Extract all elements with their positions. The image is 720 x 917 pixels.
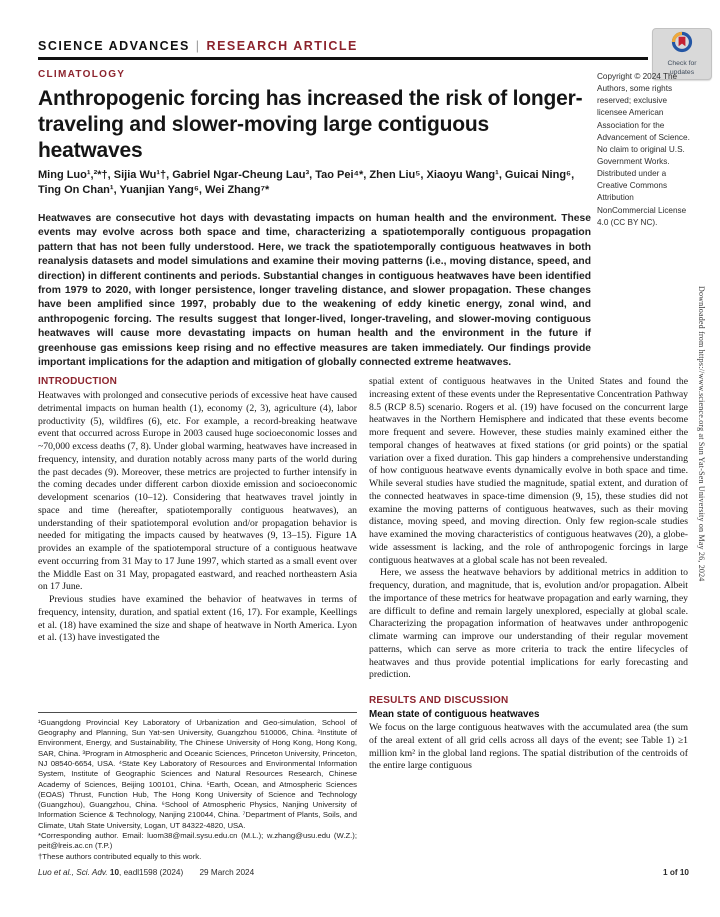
- introduction-paragraph: Previous studies have examined the behavior of heatwaves in terms of frequency, intensity, duration, and spatial extent (16, 17). For example, Keellings et al. (18) have examined the size and shape of heatwave in North America. Lyon et al. (13) have investigated the: [38, 594, 357, 644]
- abstract-text: Heatwaves are consecutive hot days with devastating impacts on human health and the environment. These events may evolve across both space and time, characterizing a spatiotemporally contiguous propagation pattern that has not been fully understood. Here, we track the spatiotemporally contiguous heatwaves in both reanalysis datasets and model simulations and examine their moving patterns (i.e., moving distance, speed, and direction) in different continents and periods. Substantial changes in contiguous heatwaves have been identified from 1979 to 2020, with longer persistence, longer traveling distance, and slower propagation. These changes have been amplified since 1997, probably due to the weakening of eddy kinetic energy, zonal wind, and anthropogenic forcing. The results suggest that longer-lived, longer-traveling, and slower-moving contiguous heatwaves will cause more devastating impacts on human health and the environment in the future if greenhouse gas emissions keep rising and no effective measures are taken immediately. Our findings provide important implications for the adaption and mitigation of globally connected extreme heatwaves.: [38, 213, 591, 369]
- footnote-block: [38, 712, 357, 862]
- check-for-updates-label: Check for updates: [667, 60, 697, 76]
- citation-volume: 10: [109, 868, 120, 877]
- page-footer: [38, 868, 689, 877]
- page-number: 1 of 10: [663, 868, 689, 877]
- left-column: [38, 376, 357, 862]
- right-column: [369, 376, 688, 862]
- results-subheading: Mean state of contiguous heatwaves: [369, 709, 540, 720]
- author-list: Ming Luo¹,²*†, Sijia Wu¹†, Gabriel Ngar-Cheung Lau³, Tao Pei⁴*, Zhen Liu⁵, Xiaoyu Wang¹, Guicai Ning⁶, Ting On Chan¹, Yuanjian Yang⁶, Wei Zhang⁷*: [38, 169, 575, 197]
- results-heading: RESULTS AND DISCUSSION: [369, 695, 509, 706]
- journal-name: SCIENCE ADVANCES: [38, 39, 190, 53]
- download-notice: Downloaded from https://www.science.org at Sun Yat-Sen University on May 26, 2024: [697, 286, 706, 582]
- introduction-paragraph: Heatwaves with prolonged and consecutive periods of excessive heat have caused detrimental impacts on human health (1), economy (2, 3), agriculture (4), labor productivity (5), wildfires (6), etc. For example, a record-breaking heatwave event that occurred across Europe in 2003 caused huge socioeconomic losses and ~70,000 excess deaths (7, 8). Under global warming, heatwaves have increased in frequency, intensity, and duration notably across many parts of the world during the past decades (9). Moreover, these metrics are projected to further intensify in the coming decades under different carbon dioxide emission and socioeconomic development scenarios (10–12). Considering that heatwaves travel jointly in space and time (hereafter, spatiotemporally contiguous heatwaves), an understanding of their spatiotemporal evolution and/or propagation behavior is needed for mitigating the impacts caused by heatwaves (9, 13–15). Figure 1A provides an example of the spatiotemporal structure of a contiguous heatwave event occurring from 31 May to 17 June 1997, which started as a small event over the Middle East on 31 May, propagated eastward, and reached northeastern Asia on 17 June.: [38, 390, 357, 593]
- affiliations-footnote: ¹Guangdong Provincial Key Laboratory of Urbanization and Geo-simulation, School of Geography and Planning, Sun Yat-sen University, Guangzhou 510006, China. ²Institute of Environment, Energy, and Sustainability, The Chinese University of Hong Kong, Hong Kong, SAR, China. ³Program in Atmospheric and Oceanic Sciences, Princeton University, Princeton, NJ 08540-6654, USA. ⁴State Key Laboratory of Resources and Environmental Information System, Institute of Geographic Sciences and Natural Resources Research, Chinese Academy of Sciences, Beijing 100101, China. ⁵Earth, Ocean, and Atmospheric Sciences (EOAS) Thrust, Function Hub, The Hong Kong University of Science and Technology (Guangzhou), Guangzhou, China. ⁶School of Atmospheric Physics, Nanjing University of Information Science & Technology, Nanjing 210044, China. ⁷Department of Plants, Soils, and Climate, Utah State University, Logan, UT 84322-4820, USA.: [38, 717, 357, 830]
- article-type-label: RESEARCH ARTICLE: [206, 39, 358, 53]
- masthead-separator: |: [195, 39, 201, 53]
- corresponding-author-footnote: *Corresponding author. Email: luom38@mail.sysu.edu.cn (M.L.); w.zhang@usu.edu (W.Z.); peit@lreis.ac.cn (T.P.): [38, 831, 357, 851]
- results-section: [369, 695, 688, 773]
- crossmark-icon: [671, 31, 693, 58]
- citation-id: , eadl1598 (2024): [119, 868, 184, 877]
- citation-line: [38, 868, 254, 877]
- introduction-heading: INTRODUCTION: [38, 376, 118, 387]
- copyright-notice: Copyright © 2024 The Authors, some rights reserved; exclusive licensee American Association for the Advancement of Science. No claim to original U.S. Government Works. Distributed under a Creative Commons Attribution NonCommercial License 4.0 (CC BY NC).: [597, 72, 690, 227]
- results-paragraph: We focus on the large contiguous heatwaves with the accumulated area (the sum of the areal extent of all grid cells across all days of the event; see Table 1) ≥1 million km² in the global land regions. The spatial distribution of the centroids of the entire large contiguous: [369, 722, 688, 772]
- equal-contribution-footnote: †These authors contributed equally to this work.: [38, 851, 202, 861]
- body-paragraph: Here, we assess the heatwave behaviors by additional metrics in addition to frequency, duration, and magnitude, that is, evolution and/or propagation. Albeit the importance of these metrics for heatwave propagation and early warning, they are difficult to define and remain largely unexplored, especially at global scale. Characterizing the propagation information of heatwaves under anthropogenic climate warming can improve our understanding of their regular movement patterns, which can serve as more criteria to track the entire lifecycles of heatwaves and thus provide potential implications for early forecasting and prediction.: [369, 567, 688, 681]
- citation-authors-journal: Luo et al., Sci. Adv.: [38, 868, 108, 877]
- subject-category-label: CLIMATOLOGY: [38, 69, 126, 80]
- journal-masthead: [38, 39, 358, 53]
- body-columns: [38, 376, 689, 862]
- masthead-rule: [38, 57, 648, 60]
- body-paragraph: spatial extent of contiguous heatwaves in the United States and found the increasing extent of these events under the Representative Concentration Pathway 8.5 (RCP 8.5) scenario. Rogers et al. (19) have focused on the concurrent large heatwaves in the Northern Hemisphere and indicated that these events become more frequent and severe. However, these studies mainly examined either the temporal changes of heatwaves at fixed stations (or grid points) or the spatial variation over a fixed duration. This gap hinders a comprehensive understanding of how contiguous heatwave events dynamically evolve in both space and time. While several studies have studied the magnitude, spatial extent, and duration of the connected heatwaves in space-time dimension (9, 15), these studies did not examine the moving patterns of contiguous heatwaves, such as their moving distance, moving speed, and moving direction. Only few region-scale studies have examined the moving characteristics of contiguous heatwaves (20), a globe-wide assessment is lacking, and the role of anthropogenic forcings in large contiguous heatwaves at a global scale has not been revealed.: [369, 376, 688, 566]
- publication-date: 29 March 2024: [199, 868, 255, 877]
- article-title: Anthropogenic forcing has increased the risk of longer-traveling and slower-moving large contiguous heatwaves: [38, 87, 583, 162]
